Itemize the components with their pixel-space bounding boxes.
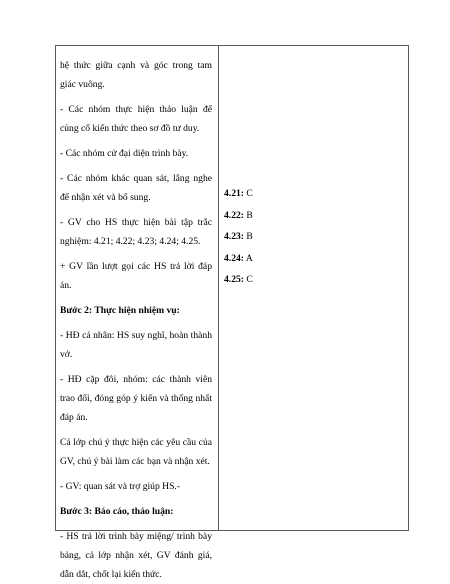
answer-item: [224, 208, 253, 230]
activity-column: [56, 46, 219, 580]
answer-item: [224, 251, 253, 273]
answer-value: C: [243, 274, 253, 285]
paragraph: - Các nhóm thực hiện thảo luận để củng cố kiến thức theo sơ đồ tư duy.: [60, 104, 212, 134]
step-heading: Bước 3: Báo cáo, thảo luận:: [60, 506, 174, 517]
question-number: 4.21:: [224, 188, 244, 199]
question-number: 4.22:: [224, 209, 244, 221]
answer-list: [224, 186, 253, 294]
paragraph: - HĐ cá nhân: HS suy nghĩ, hoàn thành vở.: [60, 330, 212, 360]
paragraph: - Các nhóm cử đại diện trình bày.: [60, 148, 189, 159]
paragraph: - Các nhóm khác quan sát, lắng nghe để nhận xét và bổ sung.: [60, 173, 212, 203]
answer-value: A: [243, 252, 253, 264]
answer-value: B: [243, 231, 253, 242]
question-number: 4.25:: [224, 274, 244, 285]
paragraph: - GV cho HS thực hiện bài tập trắc nghiệm: 4.21; 4.22; 4.23; 4.24; 4.25.: [60, 217, 212, 247]
paragraph: - HĐ cặp đôi, nhóm: các thành viên trao đổi, đóng góp ý kiến và thống nhất đáp án.: [60, 374, 212, 423]
answer-item: [224, 272, 253, 294]
paragraph: - HS trả lời trình bày miệng/ trình bày bảng, cả lớp nhận xét, GV đánh giá, dẫn dắt, chốt lại kiến thức.: [60, 531, 212, 580]
paragraph: - GV: quan sát và trợ giúp HS.-: [60, 481, 181, 492]
answer-item: [224, 229, 253, 251]
step-heading: Bước 2: Thực hiện nhiệm vụ:: [60, 305, 180, 316]
answer-column: [219, 46, 408, 530]
paragraph: hệ thức giữa cạnh và góc trong tam giác vuông.: [60, 60, 212, 90]
answer-value: B: [243, 209, 253, 221]
paragraph: + GV lần lượt gọi các HS trả lời đáp án.: [60, 261, 212, 291]
question-number: 4.23:: [224, 231, 244, 242]
answer-item: [224, 186, 253, 208]
paragraph: Cả lớp chú ý thực hiện các yêu cầu của GV, chú ý bài làm các bạn và nhận xét.: [60, 437, 212, 467]
lesson-table: [55, 45, 409, 580]
answer-value: C: [243, 188, 253, 199]
question-number: 4.24:: [224, 252, 244, 264]
